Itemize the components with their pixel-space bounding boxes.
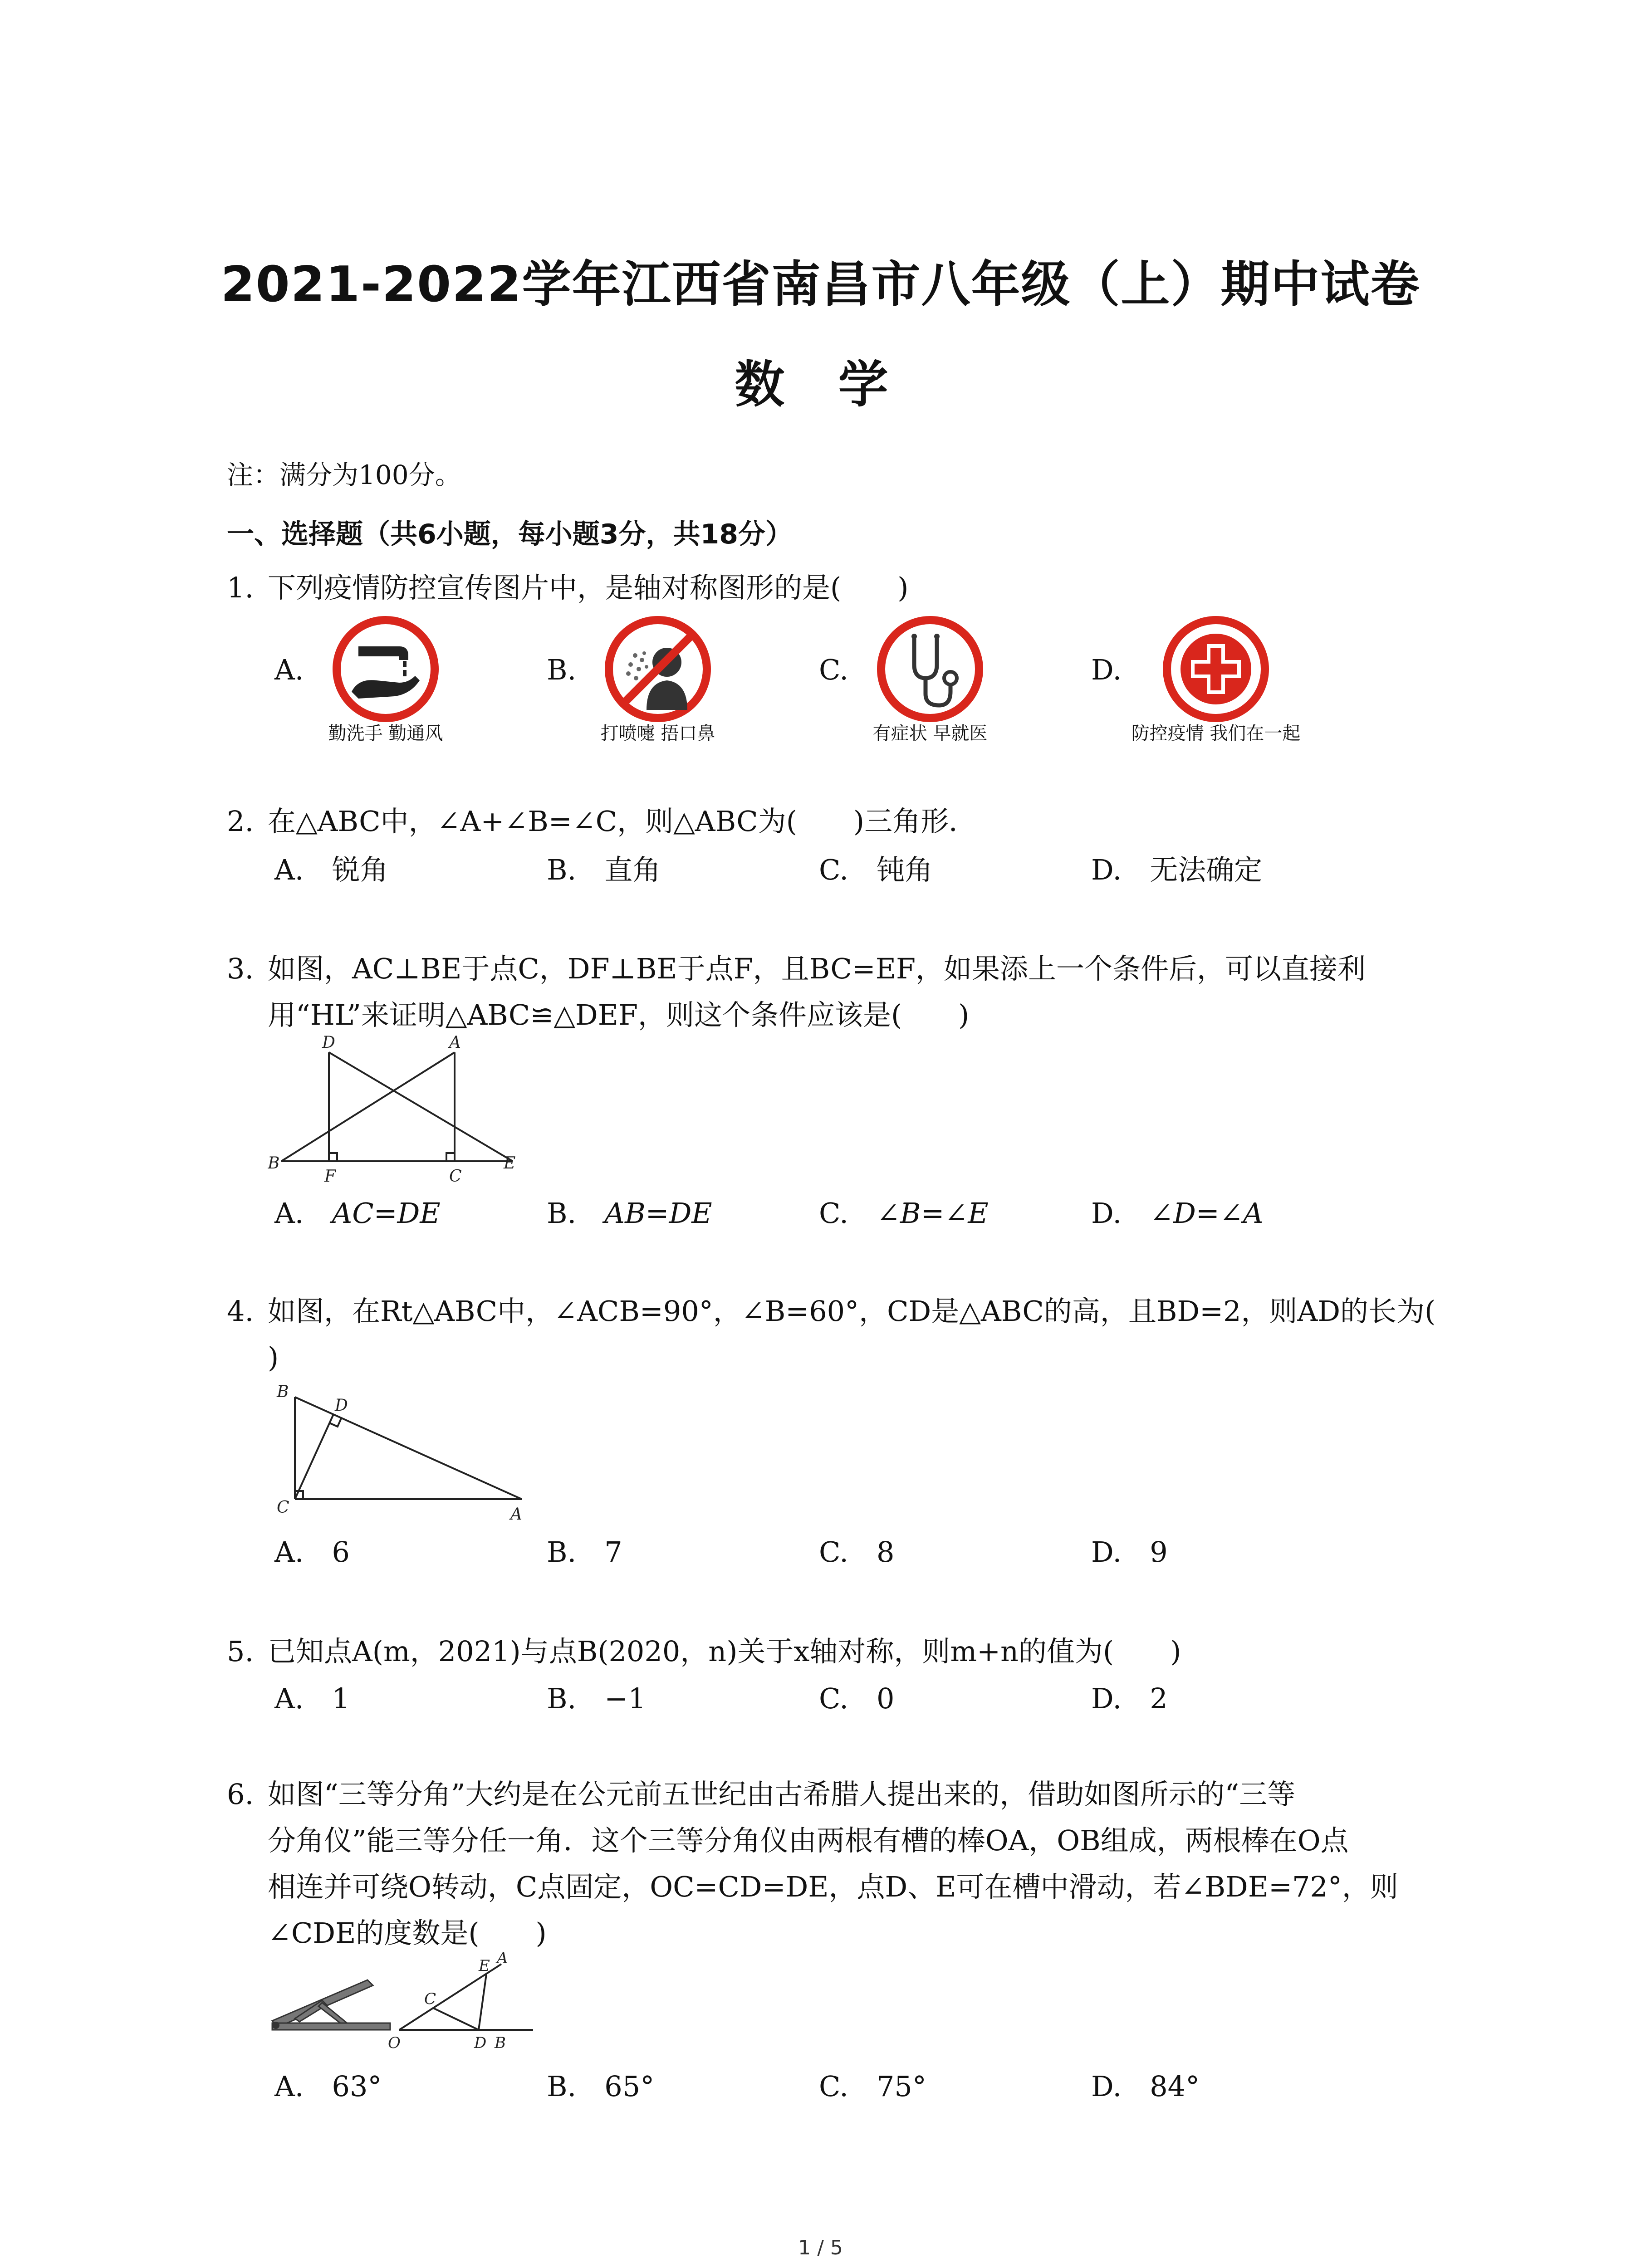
option-text: ∠B=∠E	[876, 1197, 989, 1230]
option-letter: B.	[547, 1535, 577, 1569]
red-cross-icon	[1161, 615, 1270, 723]
q1-caption-c: 有症状 早就医	[872, 723, 988, 744]
q4-option-d[interactable]	[1091, 1530, 1168, 1570]
question-text-line2: 用“HL”来证明△ABC≌△DEF，则这个条件应该是( )	[268, 998, 970, 1031]
option-letter: B.	[547, 853, 577, 886]
question-text-line1: 如图“三等分角”大约是在公元前五世纪由古希腊人提出来的，借助如图所示的“三等	[268, 1778, 1296, 1811]
option-text: 直角	[604, 853, 661, 886]
option-text: 6	[332, 1535, 350, 1569]
q4-option-c[interactable]	[819, 1530, 894, 1570]
label-d: D	[322, 1034, 335, 1052]
q6-angle-figure	[386, 1950, 540, 2050]
q4-option-b[interactable]	[547, 1530, 622, 1570]
option-text: 钝角	[876, 853, 933, 886]
q2-option-a[interactable]	[274, 847, 388, 888]
option-letter: D.	[1091, 853, 1122, 886]
question-text: 下列疫情防控宣传图片中，是轴对称图形的是( )	[268, 571, 909, 604]
label-o: O	[388, 2034, 401, 2050]
question-4	[227, 1288, 1452, 1381]
option-letter: B.	[547, 1682, 577, 1715]
option-letter: B.	[547, 1197, 577, 1230]
q2-option-d[interactable]	[1091, 847, 1262, 888]
label-b: B	[495, 2034, 506, 2050]
label-e: E	[504, 1154, 516, 1173]
option-text: 锐角	[332, 853, 388, 886]
option-letter: C.	[819, 1197, 848, 1230]
q5-option-c[interactable]	[819, 1676, 894, 1716]
question-3	[227, 946, 1452, 1038]
label-b: B	[268, 1154, 280, 1173]
q1-caption-b: 打喷嚏 捂口鼻	[600, 723, 715, 744]
question-text-line3: 相连并可绕O转动，C点固定，OC=CD=DE，点D、E可在槽中滑动，若∠BDE=72°，则	[268, 1870, 1398, 1903]
question-5	[227, 1628, 1452, 1675]
option-text: 0	[876, 1682, 895, 1715]
label-c: C	[277, 1498, 289, 1517]
question-text: 已知点A(m，2021)与点B(2020，n)关于x轴对称，则m+n的值为( )	[268, 1635, 1181, 1668]
label-d: D	[474, 2034, 487, 2050]
q3-option-b[interactable]	[547, 1191, 712, 1231]
option-text: −1	[604, 1682, 646, 1715]
option-letter: C.	[819, 1535, 848, 1569]
q2-option-c[interactable]	[819, 847, 933, 888]
label-c: C	[449, 1167, 462, 1186]
question-number: 4.	[227, 1295, 254, 1328]
stethoscope-icon	[876, 615, 985, 723]
hand-washing-icon	[331, 615, 440, 723]
option-letter: D.	[1091, 1682, 1122, 1715]
q6-option-d[interactable]	[1091, 2064, 1200, 2104]
q1-option-b-letter[interactable]: B.	[547, 653, 577, 686]
question-text-line2: )	[268, 1341, 279, 1374]
option-letter: A.	[274, 2070, 304, 2103]
question-1	[227, 565, 1452, 611]
option-text: 75°	[876, 2070, 926, 2103]
q3-option-d[interactable]	[1091, 1191, 1264, 1231]
no-sneezing-icon	[603, 615, 712, 723]
option-letter: C.	[819, 853, 848, 886]
question-text-line2: 分角仪”能三等分任一角．这个三等分角仪由两根有槽的棒OA，OB组成，两根棒在O点	[268, 1824, 1349, 1857]
page-title: 2021-2022学年江西省南昌市八年级（上）期中试卷	[220, 256, 1421, 313]
q6-option-c[interactable]	[819, 2064, 926, 2104]
label-c: C	[424, 1990, 436, 2008]
q3-triangle-figure	[268, 1034, 522, 1188]
q3-option-c[interactable]	[819, 1191, 989, 1231]
q1-option-a-letter[interactable]: A.	[274, 653, 304, 686]
question-number: 2.	[227, 805, 254, 838]
question-text-line4: ∠CDE的度数是( )	[268, 1916, 547, 1950]
option-letter: A.	[274, 853, 304, 886]
option-letter: A.	[274, 1197, 304, 1230]
option-letter: B.	[547, 2070, 577, 2103]
q2-option-b[interactable]	[547, 847, 661, 888]
label-a: A	[449, 1034, 461, 1052]
option-letter: D.	[1091, 1197, 1122, 1230]
option-text: 8	[876, 1535, 895, 1569]
q1-option-c-letter[interactable]: C.	[819, 653, 848, 686]
label-a: A	[497, 1950, 508, 1967]
label-a: A	[510, 1505, 522, 1524]
option-letter: A.	[274, 1682, 304, 1715]
question-number: 5.	[227, 1635, 254, 1668]
q6-option-b[interactable]	[547, 2064, 654, 2104]
question-text-line1: 如图，AC⊥BE于点C，DF⊥BE于点F，且BC=EF，如果添上一个条件后，可以直接利	[268, 952, 1366, 985]
q4-triangle-figure	[268, 1377, 531, 1531]
option-text: 1	[332, 1682, 350, 1715]
q1-caption-a: 勤洗手 勤通风	[328, 723, 443, 744]
option-text: AB=DE	[604, 1197, 712, 1230]
option-text: ∠D=∠A	[1150, 1197, 1264, 1230]
label-e: E	[479, 1957, 490, 1975]
q4-option-a[interactable]	[274, 1530, 350, 1570]
question-2	[227, 798, 1452, 845]
label-d: D	[335, 1396, 348, 1415]
option-text: 无法确定	[1150, 853, 1263, 886]
option-text: 9	[1150, 1535, 1168, 1569]
option-letter: C.	[819, 1682, 848, 1715]
q5-option-d[interactable]	[1091, 1676, 1168, 1716]
option-text: 63°	[332, 2070, 382, 2103]
option-text: 2	[1150, 1682, 1168, 1715]
q6-option-a[interactable]	[274, 2064, 382, 2104]
option-text: 7	[604, 1535, 622, 1569]
trisector-device-icon	[268, 1975, 395, 2034]
question-number: 6.	[227, 1778, 254, 1811]
option-text: AC=DE	[332, 1197, 441, 1230]
question-6	[227, 1771, 1452, 1956]
subject-title: 数 学	[735, 356, 906, 414]
option-text: 65°	[604, 2070, 655, 2103]
section-heading: 一、选择题（共6小题，每小题3分，共18分）	[227, 518, 793, 550]
question-text-line1: 如图，在Rt△ABC中，∠ACB=90°，∠B=60°，CD是△ABC的高，且BD=2，则AD的长为(	[268, 1295, 1436, 1328]
label-b: B	[277, 1383, 289, 1401]
score-note: 注：满分为100分。	[227, 459, 461, 490]
option-letter: D.	[1091, 2070, 1122, 2103]
q5-option-b[interactable]	[547, 1676, 646, 1716]
option-letter: D.	[1091, 1535, 1122, 1569]
question-number: 1.	[227, 571, 254, 604]
q1-option-d-letter[interactable]: D.	[1091, 653, 1122, 686]
q5-option-a[interactable]	[274, 1676, 350, 1716]
q1-caption-d: 防控疫情 我们在一起	[1131, 723, 1301, 744]
option-text: 84°	[1150, 2070, 1200, 2103]
question-number: 3.	[227, 952, 254, 985]
label-f: F	[324, 1167, 336, 1186]
option-letter: C.	[819, 2070, 848, 2103]
question-text: 在△ABC中，∠A+∠B=∠C，则△ABC为( )三角形．	[268, 805, 977, 838]
q3-option-a[interactable]	[274, 1191, 441, 1231]
page-number: 1 / 5	[798, 2236, 843, 2259]
option-letter: A.	[274, 1535, 304, 1569]
